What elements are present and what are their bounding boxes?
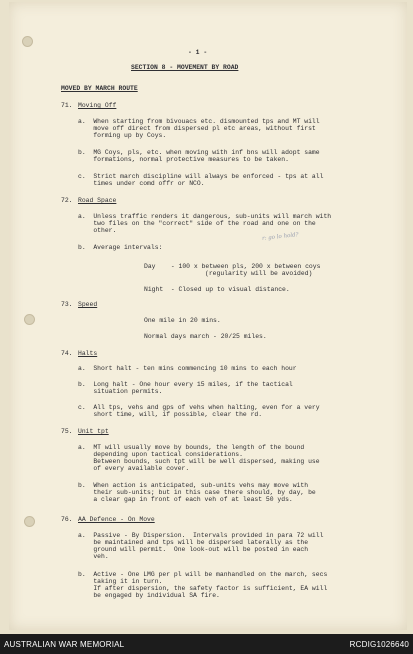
para-71-line: b. MG Coys, pls, etc. when moving with inf bns will adopt same xyxy=(78,149,320,156)
para-76-line: If after dispersion, the safety factor is sufficient, EA will xyxy=(78,585,328,592)
para-74-title: Halts xyxy=(78,350,98,357)
para-73-line: Normal days march - 20/25 miles. xyxy=(144,333,267,340)
para-72-line: two files on the "correct" side of the road and one on the xyxy=(78,220,316,227)
page-number: - 1 - xyxy=(188,49,208,56)
para-71-line: formations, normal protective measures to be taken. xyxy=(78,156,289,163)
para-74-line: a. Short halt - ten mins commencing 10 mins to each hour xyxy=(78,365,297,372)
footer-record-id: RCDIG1026640 xyxy=(349,640,409,649)
para-74-line: situation permits. xyxy=(78,388,163,395)
para-76-line: veh. xyxy=(78,553,109,560)
section-title: SECTION 8 - MOVEMENT BY ROAD xyxy=(131,64,239,71)
para-71-line: a. When starting from bivouacs etc. dismounted tps and MT will xyxy=(78,118,320,125)
para-75-line: a clear gap in front of each veh of at least 50 yds. xyxy=(78,496,293,503)
para-72-line: b. Average intervals: xyxy=(78,244,163,251)
para-75-line: Between bounds, such tpt will be well dispersed, making use xyxy=(78,458,320,465)
para-76-line: be maintained and tps will be dispersed laterally as the xyxy=(78,539,309,546)
para-72-number: 72. xyxy=(61,197,73,204)
para-71-title: Moving Off xyxy=(78,102,117,109)
para-72-line: other. xyxy=(78,227,117,234)
para-76-line: be engaged by individual SA fire. xyxy=(78,592,220,599)
para-76-line: a. Passive - By Dispersion. Intervals provided in para 72 will xyxy=(78,532,324,539)
para-76-line: ground will permit. One look-out will be posted in each xyxy=(78,546,309,553)
para-75-line: b. When action is anticipated, sub-units vehs may move with xyxy=(78,482,309,489)
para-75-line: depending upon tactical considerations. xyxy=(78,451,243,458)
punch-hole xyxy=(22,36,33,47)
para-74-number: 74. xyxy=(61,350,73,357)
para-74-line: c. All tps, vehs and gps of vehs when halting, even for a very xyxy=(78,404,320,411)
para-75-number: 75. xyxy=(61,428,73,435)
para-75-line: their sub-units; but in this case there should, by day, be xyxy=(78,489,316,496)
footer-institution: AUSTRALIAN WAR MEMORIAL xyxy=(4,640,125,649)
para-72-line: Night - Closed up to visual distance. xyxy=(144,286,290,293)
para-71-line: c. Strict march discipline will always be enforced - tps at all xyxy=(78,173,324,180)
para-71-line: times under comd offr or NCO. xyxy=(78,180,205,187)
para-74-line: b. Long halt - One hour every 15 miles, if the tactical xyxy=(78,381,293,388)
para-71-line: move off direct from dispersed pl etc areas, without first xyxy=(78,125,316,132)
para-72-line: a. Unless traffic renders it dangerous, sub-units will march with xyxy=(78,213,332,220)
punch-hole xyxy=(24,516,35,527)
para-74-line: short time, will, if possible, clear the rd. xyxy=(78,411,263,418)
para-75-line: of every available cover. xyxy=(78,465,190,472)
para-76-line: b. Active - One LMG per pl will be manhandled on the march, secs xyxy=(78,571,328,578)
para-72-line: Day - 100 x between pls, 200 x between coys xyxy=(144,263,321,270)
para-75-line: a. MT will usually move by bounds, the length of the bound xyxy=(78,444,305,451)
punch-hole xyxy=(24,314,35,325)
para-73-line: One mile in 20 mins. xyxy=(144,317,221,324)
para-73-number: 73. xyxy=(61,301,73,308)
para-75-title: Unit tpt xyxy=(78,428,109,435)
para-72-line: (regularity will be avoided) xyxy=(205,270,313,277)
para-76-title: AA Defence - On Move xyxy=(78,516,155,523)
para-71-number: 71. xyxy=(61,102,73,109)
para-71-line: forming up by Coys. xyxy=(78,132,167,139)
para-76-number: 76. xyxy=(61,516,73,523)
archive-footer xyxy=(0,634,413,654)
para-76-line: taking it in turn. xyxy=(78,578,163,585)
pencil-annotation: r: go lo hold? xyxy=(261,232,299,242)
subheading: MOVED BY MARCH ROUTE xyxy=(61,85,138,92)
para-72-title: Road Space xyxy=(78,197,117,204)
para-73-title: Speed xyxy=(78,301,98,308)
